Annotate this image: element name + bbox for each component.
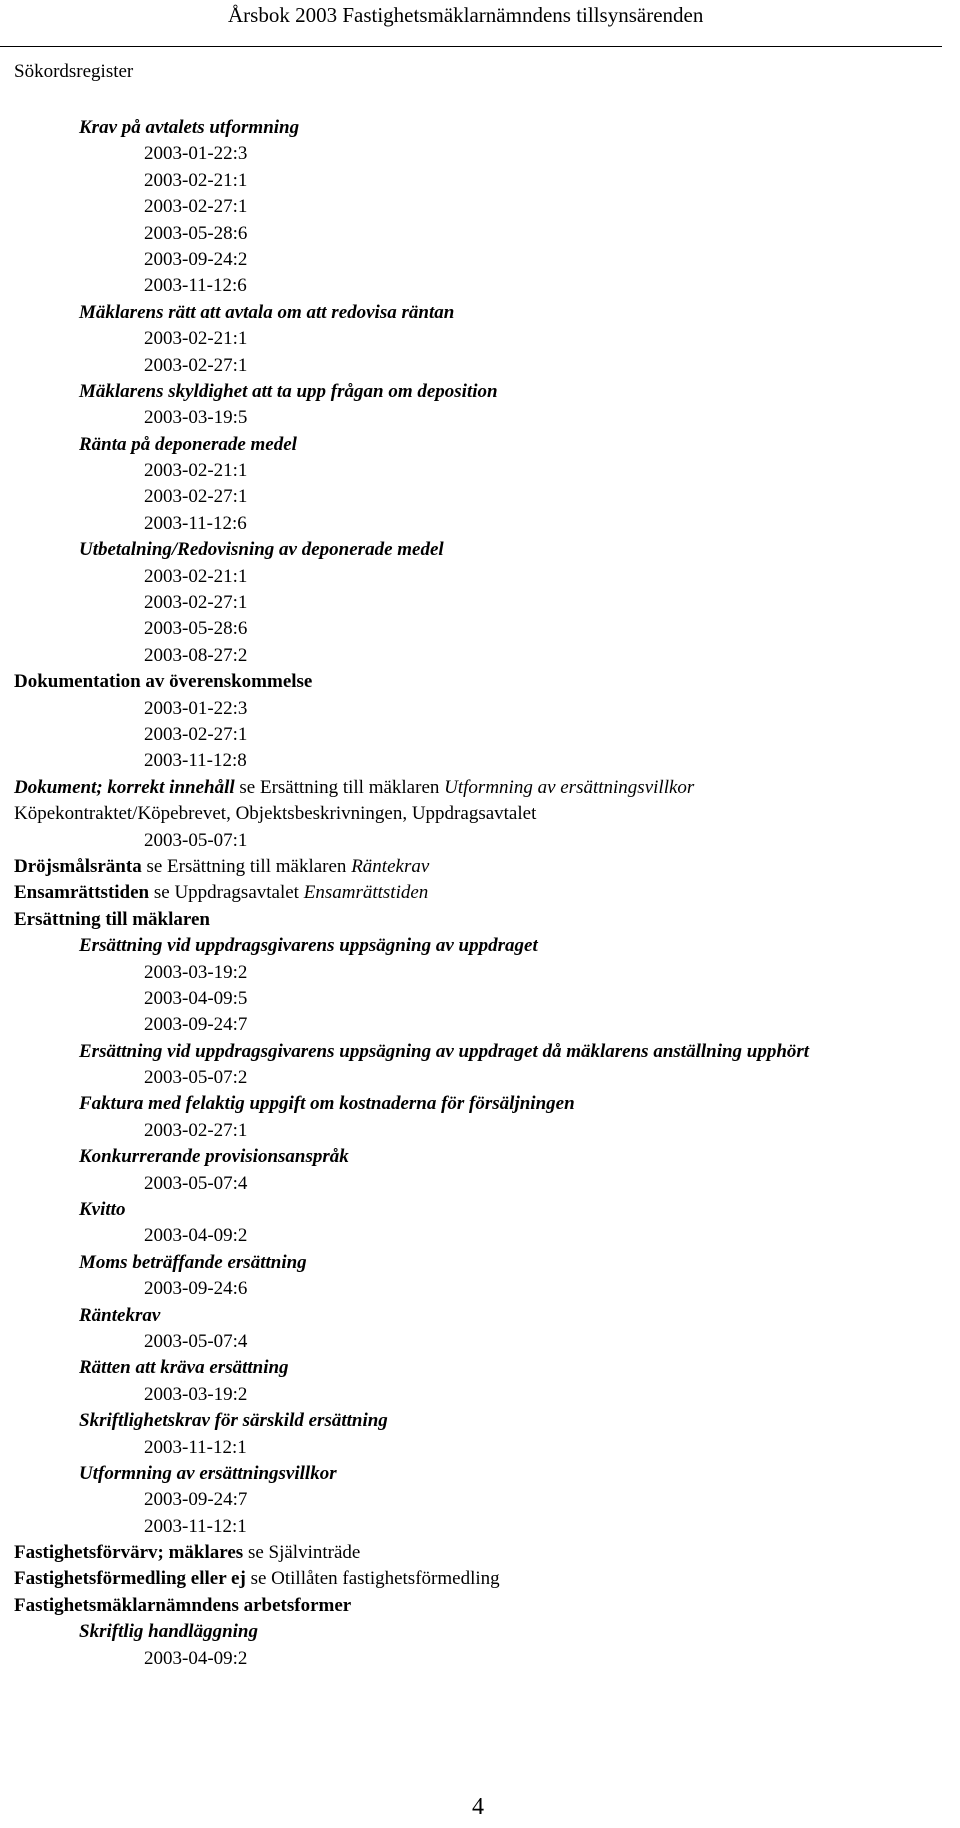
index-text: 2003-05-07:2: [144, 1067, 248, 1089]
index-text: se Uppdragsavtalet: [149, 882, 304, 904]
index-text: Ersättning vid uppdragsgivarens uppsägning av uppdraget: [79, 935, 538, 957]
index-text: Skriftlig handläggning: [79, 1621, 258, 1643]
index-text: Ersättning till mäklaren: [14, 908, 210, 930]
index-subheading: [14, 933, 960, 959]
index-text: 2003-09-24:6: [144, 1278, 248, 1300]
index-reference: [14, 1171, 960, 1197]
index-reference: [14, 986, 960, 1012]
index-text: se Självinträde: [243, 1542, 361, 1564]
index-text: Fastighetsmäklarnämndens arbetsformer: [14, 1594, 352, 1616]
index-subheading: [14, 1091, 960, 1117]
index-list: [14, 115, 960, 1672]
index-heading: [14, 669, 960, 695]
index-reference: [14, 828, 960, 854]
running-header-title: Årsbok 2003 Fastighetsmäklarnämndens tillsynsärenden: [228, 3, 704, 27]
index-text: 2003-05-07:4: [144, 1330, 248, 1352]
index-heading: [14, 801, 960, 827]
section-label: Sökordsregister: [14, 61, 134, 82]
index-text: Ränta på deponerade medel: [79, 433, 297, 455]
index-subheading: [14, 1408, 960, 1434]
index-text: Dokumentation av överenskommelse: [14, 671, 313, 693]
index-reference: [14, 616, 960, 642]
index-text: Dröjsmålsränta: [14, 855, 142, 877]
index-subheading: [14, 379, 960, 405]
index-text: Räntekrav: [79, 1304, 161, 1326]
index-text: se Ersättning till mäklaren: [234, 776, 445, 798]
index-heading: [14, 1593, 960, 1619]
index-text: Mäklarens skyldighet att ta upp frågan om deposition: [79, 380, 498, 402]
index-text: 2003-11-12:1: [144, 1515, 247, 1537]
index-reference: [14, 643, 960, 669]
index-text: 2003-02-27:1: [144, 486, 248, 508]
index-text: Dokument; korrekt innehåll: [14, 776, 235, 798]
index-text: Faktura med felaktig uppgift om kostnaderna för försäljningen: [79, 1093, 575, 1115]
index-reference: [14, 1223, 960, 1249]
index-text: Moms beträffande ersättning: [79, 1251, 307, 1273]
index-reference: [14, 405, 960, 431]
index-text: 2003-05-28:6: [144, 222, 248, 244]
index-reference: [14, 960, 960, 986]
index-text: 2003-08-27:2: [144, 644, 248, 666]
index-text: Utformning av ersättningsvillkor: [444, 776, 695, 798]
index-reference: [14, 221, 960, 247]
index-subheading: [14, 1619, 960, 1645]
index-reference: [14, 1065, 960, 1091]
index-text: 2003-02-21:1: [144, 460, 248, 482]
index-reference: [14, 696, 960, 722]
index-reference: [14, 247, 960, 273]
index-subheading: [14, 1039, 960, 1065]
index-reference: [14, 1646, 960, 1672]
index-text: Krav på avtalets utformning: [79, 117, 300, 138]
index-text: 2003-04-09:2: [144, 1647, 248, 1669]
index-heading: [14, 880, 960, 906]
index-text: 2003-09-24:7: [144, 1014, 248, 1036]
index-heading: [14, 1566, 960, 1592]
index-text: 2003-03-19:5: [144, 407, 248, 429]
index-reference: [14, 1382, 960, 1408]
index-reference: [14, 1435, 960, 1461]
index-reference: [14, 326, 960, 352]
index-text: Räntekrav: [351, 855, 430, 877]
index-text: 2003-01-22:3: [144, 143, 248, 165]
index-text: 2003-02-21:1: [144, 169, 248, 191]
page-number: 4: [472, 1794, 484, 1820]
index-text: 2003-02-27:1: [144, 1119, 248, 1141]
index-text: 2003-05-28:6: [144, 618, 248, 640]
index-text: 2003-11-12:6: [144, 512, 247, 534]
index-text: Mäklarens rätt att avtala om att redovisa räntan: [79, 301, 455, 323]
index-reference: [14, 564, 960, 590]
index-reference: [14, 458, 960, 484]
index-heading: [14, 854, 960, 880]
index-subheading: [14, 1303, 960, 1329]
header-rule: [0, 46, 942, 47]
index-text: 2003-02-27:1: [144, 354, 248, 376]
index-text: 2003-02-27:1: [144, 196, 248, 218]
index-reference: [14, 722, 960, 748]
index-text: 2003-02-21:1: [144, 565, 248, 587]
index-text: Ensamrättstiden: [14, 882, 150, 904]
index-text: 2003-03-19:2: [144, 1383, 248, 1405]
index-text: Fastighetsförmedling eller ej: [14, 1568, 246, 1590]
index-text: Ensamrättstiden: [303, 882, 429, 904]
index-reference: [14, 590, 960, 616]
index-reference: [14, 511, 960, 537]
index-text: 2003-09-24:7: [144, 1489, 248, 1511]
index-reference: [14, 194, 960, 220]
index-heading: [14, 1540, 960, 1566]
index-subheading: [14, 115, 960, 141]
index-text: Kvitto: [79, 1199, 126, 1221]
index-subheading: [14, 300, 960, 326]
index-reference: [14, 1487, 960, 1513]
index-reference: [14, 273, 960, 299]
index-reference: [14, 748, 960, 774]
index-reference: [14, 1118, 960, 1144]
index-reference: [14, 141, 960, 167]
index-text: 2003-04-09:5: [144, 987, 248, 1009]
index-text: 2003-03-19:2: [144, 961, 248, 983]
index-text: 2003-11-12:1: [144, 1436, 247, 1458]
index-text: Fastighetsförvärv; mäklares: [14, 1542, 244, 1564]
index-heading: [14, 775, 960, 801]
index-text: Skriftlighetskrav för särskild ersättning: [79, 1410, 388, 1432]
index-text: 2003-09-24:2: [144, 248, 248, 270]
index-text: Konkurrerande provisionsanspråk: [79, 1146, 349, 1168]
index-text: 2003-01-22:3: [144, 697, 248, 719]
index-reference: [14, 353, 960, 379]
index-text: 2003-05-07:1: [144, 829, 248, 851]
index-subheading: [14, 1144, 960, 1170]
index-text: 2003-04-09:2: [144, 1225, 248, 1247]
index-text: 2003-05-07:4: [144, 1172, 248, 1194]
index-text: Utformning av ersättningsvillkor: [79, 1462, 337, 1484]
index-text: 2003-02-27:1: [144, 592, 248, 614]
index-text: se Ersättning till mäklaren: [141, 855, 352, 877]
index-reference: [14, 1329, 960, 1355]
index-text: 2003-02-21:1: [144, 328, 248, 350]
index-text: Ersättning vid uppdragsgivarens uppsägning av uppdraget då mäklarens anställning upphört: [79, 1040, 810, 1062]
index-text: se Otillåten fastighetsförmedling: [245, 1568, 500, 1590]
index-reference: [14, 168, 960, 194]
index-subheading: [14, 1197, 960, 1223]
index-subheading: [14, 1461, 960, 1487]
index-reference: [14, 484, 960, 510]
index-reference: [14, 1276, 960, 1302]
index-reference: [14, 1012, 960, 1038]
index-reference: [14, 1514, 960, 1540]
index-text: Köpekontraktet/Köpebrevet, Objektsbeskrivningen, Uppdragsavtalet: [14, 803, 537, 825]
index-subheading: [14, 537, 960, 563]
index-text: Utbetalning/Redovisning av deponerade medel: [79, 539, 444, 561]
index-text: 2003-11-12:8: [144, 750, 247, 772]
index-subheading: [14, 1355, 960, 1381]
index-subheading: [14, 1250, 960, 1276]
index-subheading: [14, 432, 960, 458]
index-text: 2003-02-27:1: [144, 723, 248, 745]
index-heading: [14, 907, 960, 933]
index-text: 2003-11-12:6: [144, 275, 247, 297]
index-text: Rätten att kräva ersättning: [79, 1357, 289, 1379]
